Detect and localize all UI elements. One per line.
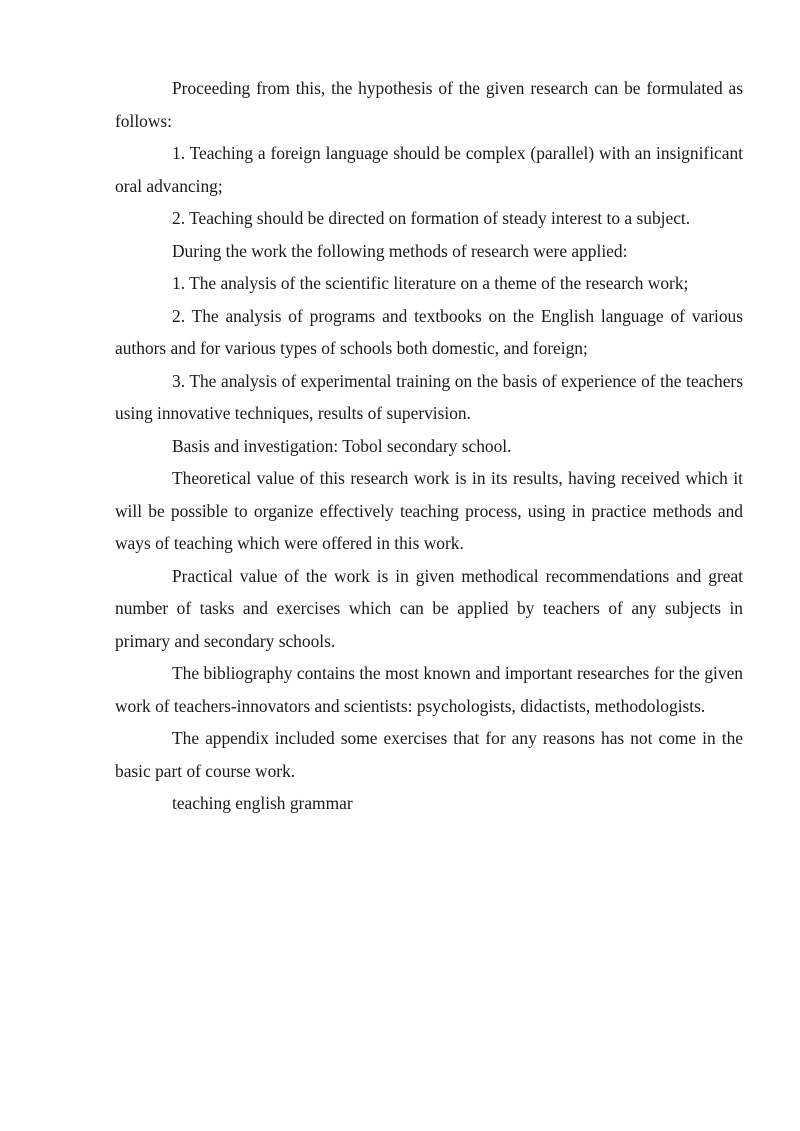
paragraph-keywords: teaching english grammar bbox=[172, 793, 353, 813]
paragraph-method-3: 3. The analysis of experimental training on the basis of experience of the teachers using innovative techniques, results of supervision. bbox=[115, 370, 743, 423]
document-body bbox=[115, 72, 743, 820]
paragraph-methods-intro: During the work the following methods of research were applied: bbox=[172, 240, 628, 261]
paragraph-hypothesis-item-2: 2. Teaching should be directed on formation of steady interest to a subject. bbox=[172, 208, 691, 228]
paragraph-method-2: 2. The analysis of programs and textbooks on the English language of various authors and for various types of schools both domestic, and foreign; bbox=[115, 305, 743, 358]
paragraph-hypothesis-intro: Proceeding from this, the hypothesis of the given research can be formulated as follows: bbox=[115, 78, 743, 131]
paragraph-practical-value: Practical value of the work is in given methodical recommendations and great number of tasks and exercises which can be applied by teachers of any subjects in primary and secondary schools. bbox=[115, 565, 743, 651]
paragraph-theoretical-value: Theoretical value of this research work is in its results, having received which it will be possible to organize effectively teaching process, using in practice methods and ways of teaching which were offered in this work. bbox=[115, 468, 743, 553]
paragraph-basis: Basis and investigation: Tobol secondary school. bbox=[172, 435, 512, 456]
paragraph-appendix: The appendix included some exercises that for any reasons has not come in the basic part of course work. bbox=[115, 728, 743, 781]
paragraph-method-1: 1. The analysis of the scientific literature on a theme of the research work; bbox=[172, 273, 689, 293]
paragraph-bibliography: The bibliography contains the most known and important researches for the given work of teachers-innovators and scientists: psychologists, didactists, methodologists. bbox=[115, 663, 743, 716]
paragraph-hypothesis-item-1: 1. Teaching a foreign language should be complex (parallel) with an insignificant oral advancing; bbox=[115, 143, 743, 196]
